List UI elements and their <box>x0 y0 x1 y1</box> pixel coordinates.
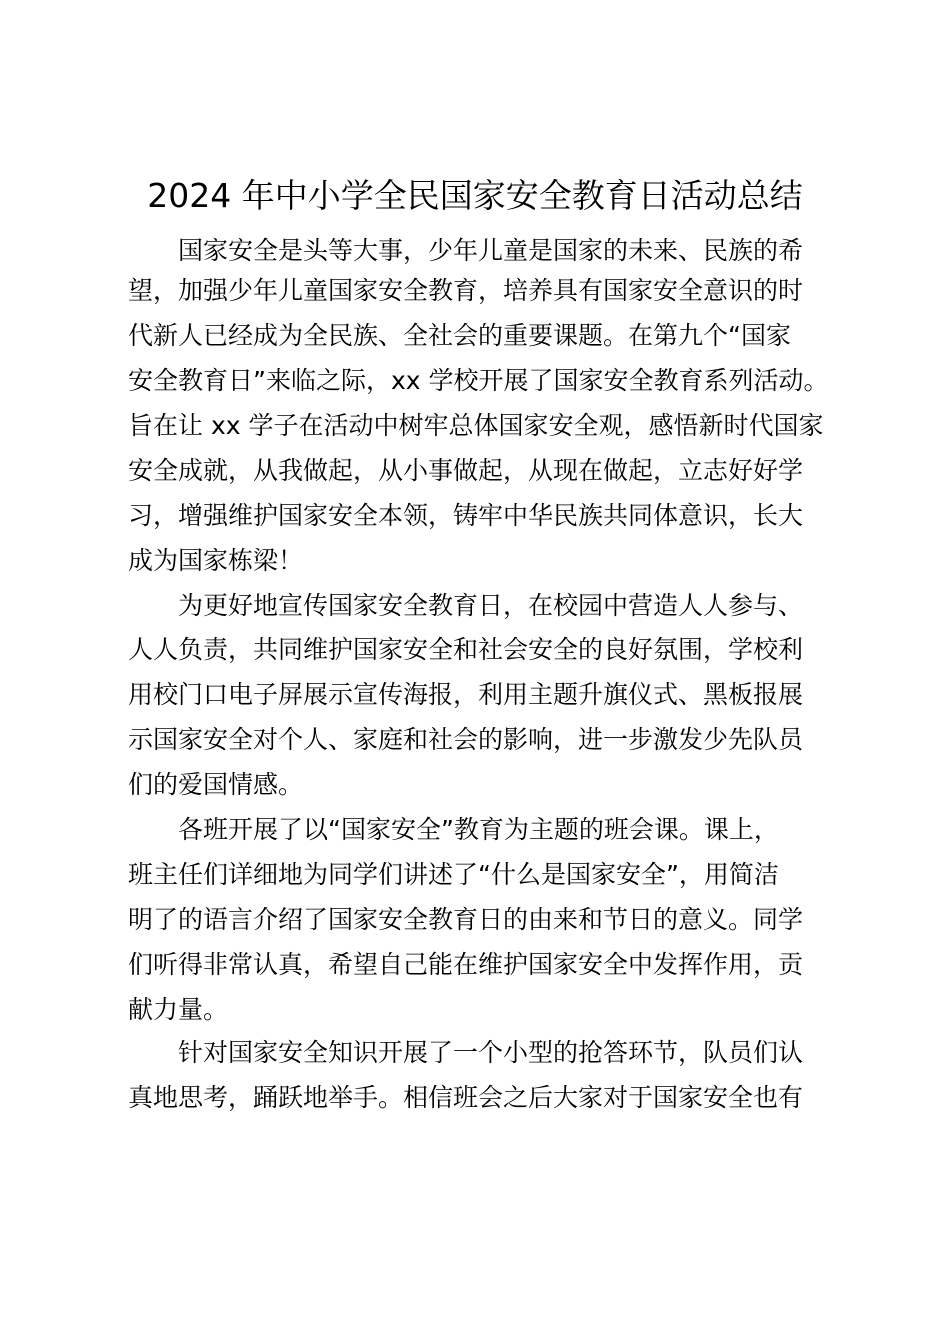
document-title: 2024 年中小学全民国家安全教育日活动总结 <box>147 176 803 215</box>
text-line: 献力量。 <box>128 995 229 1024</box>
text-line: 各班开展了以“国家安全”教育为主题的班会课。课上， <box>178 815 779 844</box>
text-line: 国家安全是头等大事，少年儿童是国家的未来、民族的希 <box>178 236 804 265</box>
text-line: 班主任们详细地为同学们讲述了“什么是国家安全”，用简洁 <box>128 860 779 889</box>
text-line: 示国家安全对个人、家庭和社会的影响，进一步激发少先队员 <box>128 725 804 754</box>
text-line: 们听得非常认真，希望自己能在维护国家安全中发挥作用，贡 <box>128 950 804 979</box>
text-line: 安全教育日”来临之际，xx 学校开展了国家安全教育系列活动。 <box>128 366 829 395</box>
text-line: 成为国家栋梁！ <box>128 546 304 575</box>
text-line: 代新人已经成为全民族、全社会的重要课题。在第九个“国家 <box>128 321 791 350</box>
text-line: 习，增强维护国家安全本领，铸牢中华民族共同体意识，长大 <box>128 501 804 530</box>
text-line: 明了的语言介绍了国家安全教育日的由来和节日的意义。同学 <box>128 905 804 934</box>
text-line: 旨在让 xx 学子在活动中树牢总体国家安全观，感悟新时代国家 <box>128 411 824 440</box>
text-line: 用校门口电子屏展示宣传海报，利用主题升旗仪式、黑板报展 <box>128 680 804 709</box>
text-line: 针对国家安全知识开展了一个小型的抢答环节，队员们认 <box>178 1038 804 1067</box>
text-line: 真地思考，踊跃地举手。相信班会之后大家对于国家安全也有 <box>128 1083 804 1112</box>
text-line: 们的爱国情感。 <box>128 770 304 799</box>
text-line: 为更好地宣传国家安全教育日，在校园中营造人人参与、 <box>178 591 804 620</box>
text-line: 安全成就，从我做起，从小事做起，从现在做起，立志好好学 <box>128 456 804 485</box>
text-line: 人人负责，共同维护国家安全和社会安全的良好氛围，学校利 <box>128 635 804 664</box>
text-line: 望，加强少年儿童国家安全教育，培养具有国家安全意识的时 <box>128 276 804 305</box>
